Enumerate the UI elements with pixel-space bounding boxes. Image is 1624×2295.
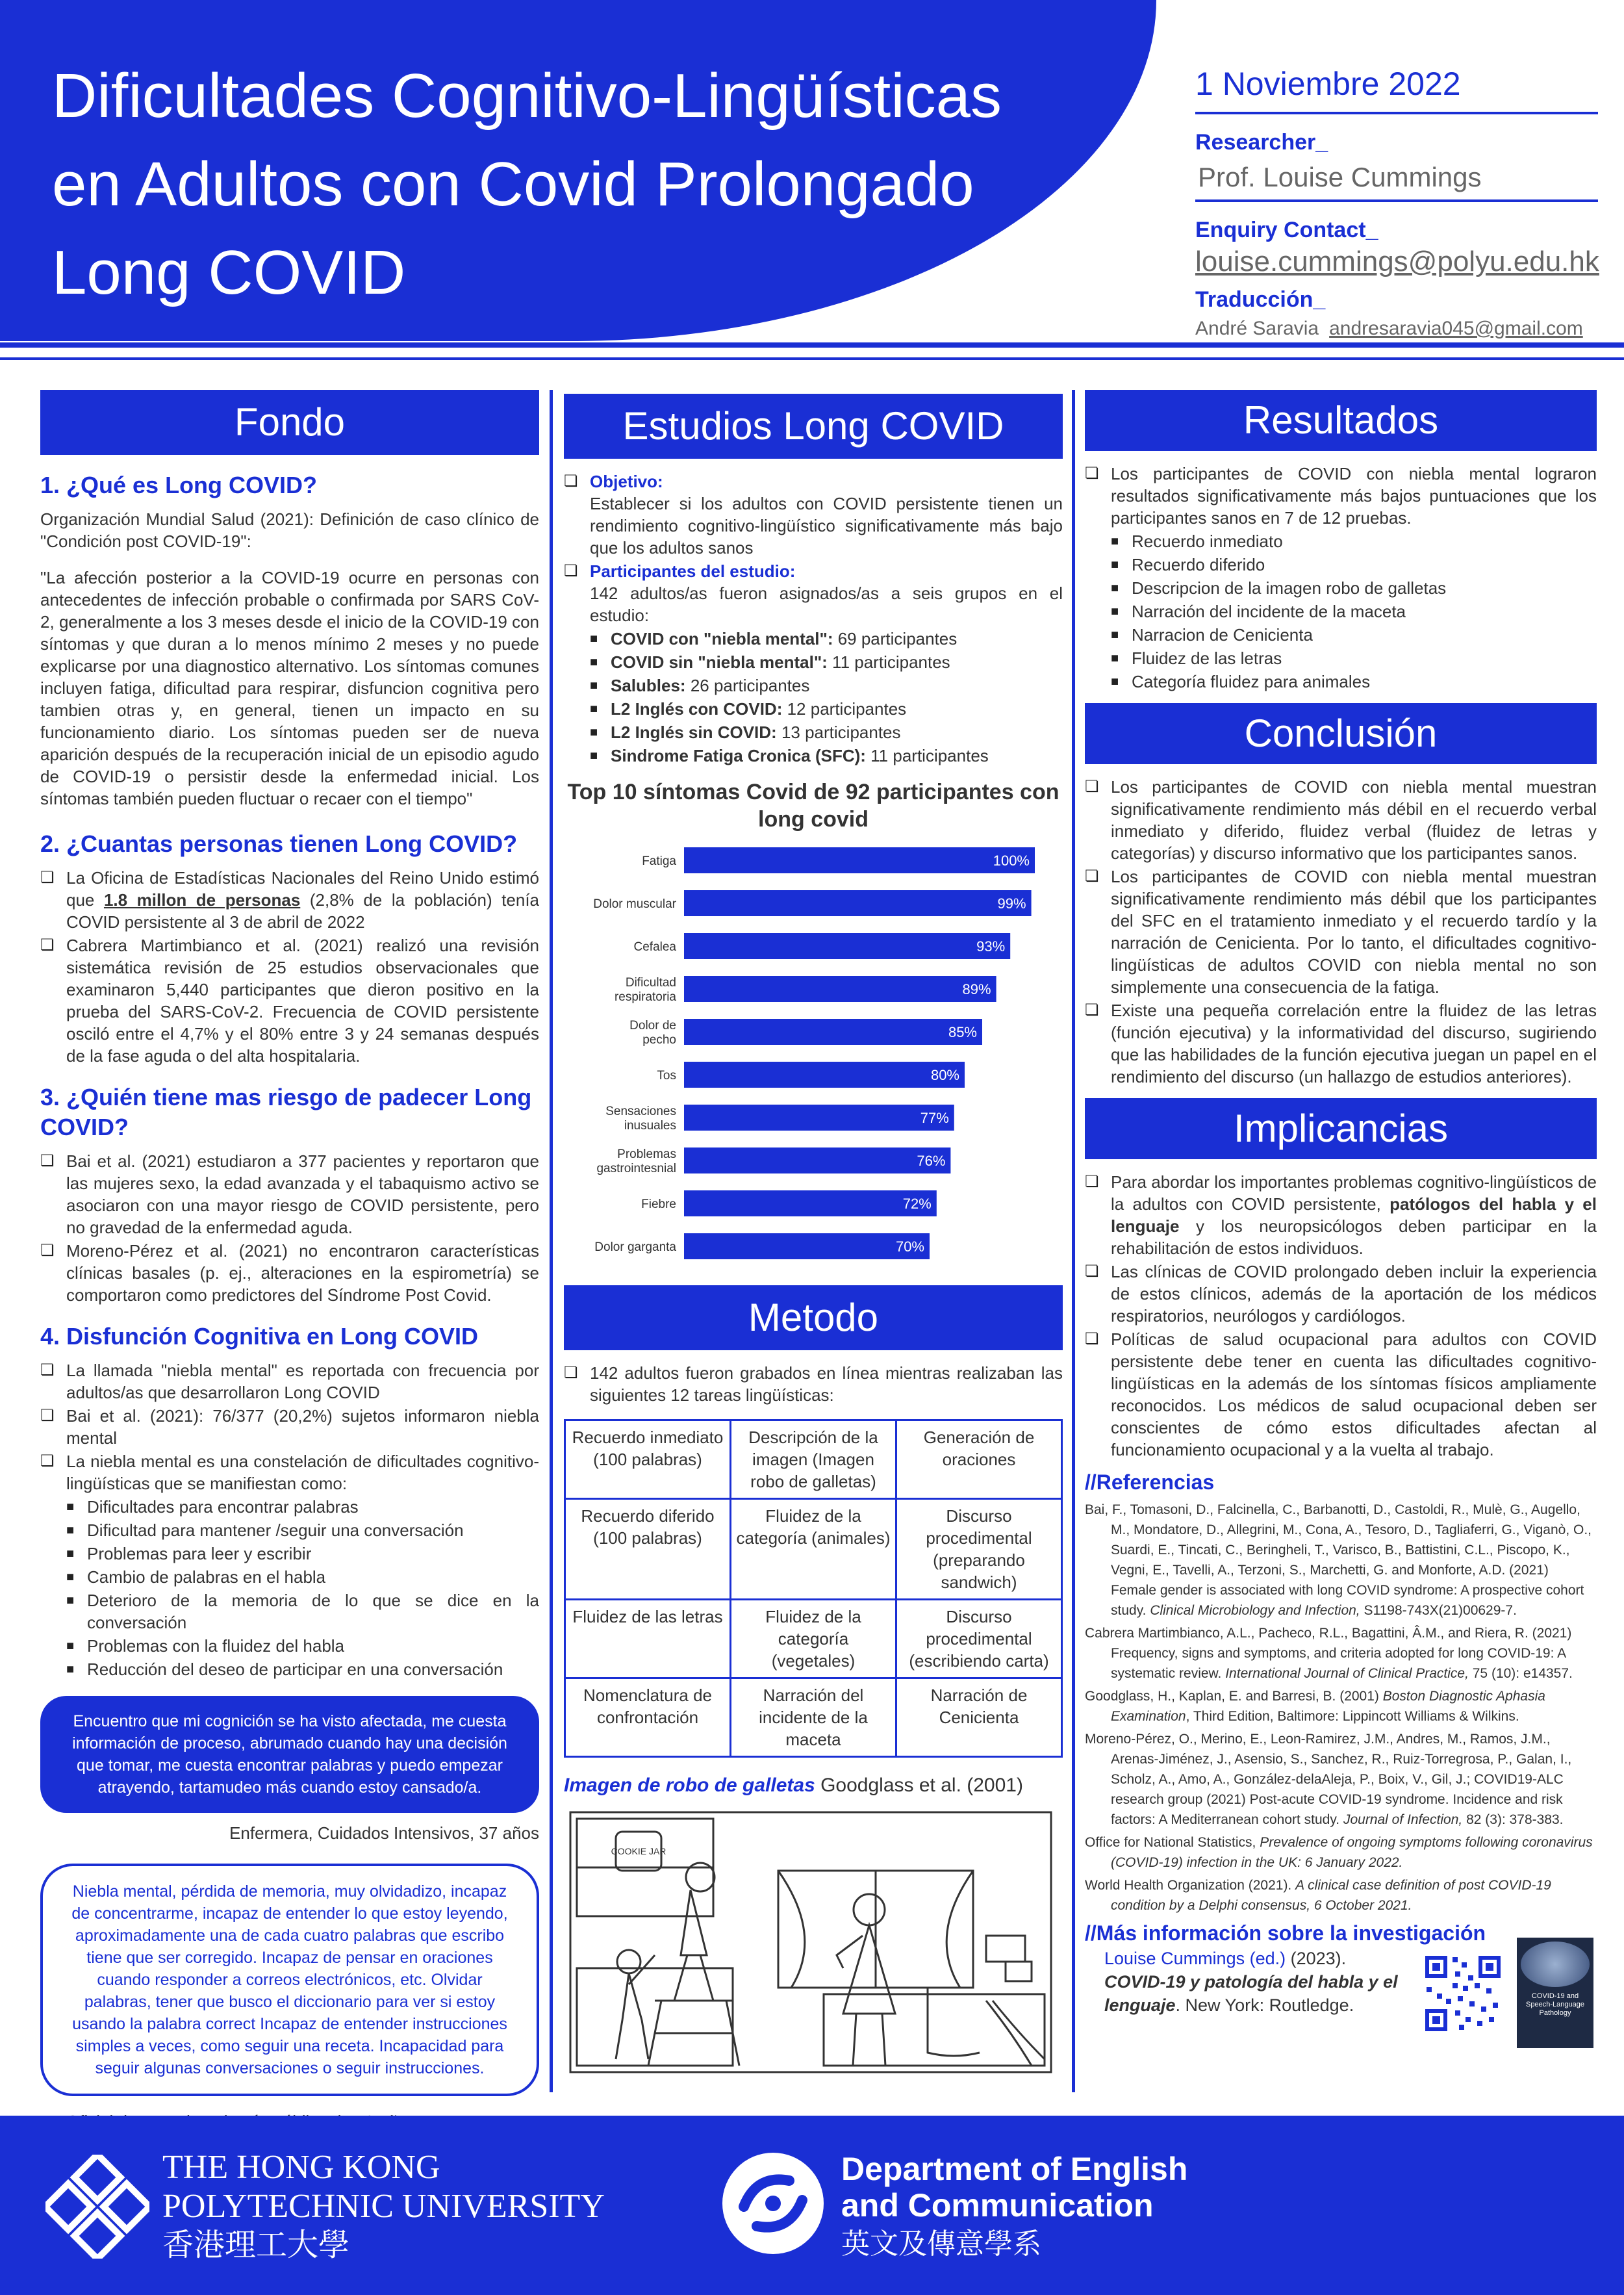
chart-data-label: 80% xyxy=(930,1067,959,1083)
chart-category-label: Tos xyxy=(657,1069,676,1083)
bullet-item: ❏ Bai et al. (2021): 76/377 (20,2%) sujetos informaron niebla mental xyxy=(40,1405,539,1449)
poster-title xyxy=(52,52,1124,317)
reference-item xyxy=(1085,1832,1597,1873)
translation-label: Traducción_ xyxy=(1195,287,1326,312)
chart-bar xyxy=(684,1105,954,1131)
group-count: 13 participantes xyxy=(776,723,901,742)
chart-category-label: Dolor garganta xyxy=(594,1240,676,1254)
sub-bullet-item: ■ Dificultad para mantener /seguir una conversación xyxy=(40,1519,539,1541)
group-item xyxy=(564,628,1063,650)
table-row xyxy=(565,1420,1062,1499)
chart-data-label: 85% xyxy=(948,1024,977,1040)
objective-text: Establecer si los adultos con COVID persistente tienen un rendimiento cognitivo-lingüístico significativamente más bajo que los adultos sanos xyxy=(590,494,1063,558)
sub-bullet-item: ■ Problemas con la fluidez del habla xyxy=(40,1635,539,1657)
column-resultados xyxy=(1085,390,1597,2057)
reference-item xyxy=(1085,1686,1597,1726)
department-name-line: Department of English xyxy=(841,2151,1188,2187)
group-count: 26 participantes xyxy=(685,676,810,695)
reference-text: S1198-743X(21)00629-7. xyxy=(1360,1603,1517,1618)
header-rule xyxy=(0,342,1624,348)
reference-item xyxy=(1085,1875,1597,1916)
chart-category-label: Problemas gastrointesnial xyxy=(596,1148,676,1175)
chart-bar xyxy=(684,1190,937,1216)
book-author: Louise Cummings (ed.) xyxy=(1104,1949,1286,1968)
researcher-name: Prof. Louise Cummings xyxy=(1195,155,1598,202)
reference-source: Prevalence of ongoing symptoms following coronavirus (COVID-19) infection in the UK: 6 January 2022. xyxy=(1111,1835,1593,1870)
cookie-theft-drawing xyxy=(564,1806,1058,2079)
qr-code-icon[interactable] xyxy=(1423,1953,1503,2034)
chart-data-label: 89% xyxy=(962,981,991,997)
reference-source: Boston Diagnostic Aphasia Examination xyxy=(1111,1689,1545,1724)
book-cover-title: COVID-19 and Speech-Language Pathology xyxy=(1526,1992,1584,2017)
book-cover-art xyxy=(1521,1942,1590,1987)
chart-bar xyxy=(684,1233,930,1259)
bullet-item: ❏ La llamada "niebla mental" es reportada con frecuencia por adultos/as que desarrollaron Long COVID xyxy=(40,1359,539,1404)
section-banner-resultados: Resultados xyxy=(1085,390,1597,451)
chart-bar xyxy=(684,847,1035,873)
text: y los neuropsicólogos deben participar en la rehabilitación de estos individuos. xyxy=(1111,1216,1597,1258)
table-cell: Fluidez de las letras xyxy=(565,1600,731,1678)
chart-data-label: 99% xyxy=(997,895,1026,912)
reference-text: 82 (3): 378-383. xyxy=(1462,1812,1564,1827)
chart-category-label: Dolor de pecho xyxy=(629,1019,676,1047)
chart-bar xyxy=(684,1019,982,1045)
column-divider xyxy=(1072,390,1075,2092)
sub-bullet-item: ■ Narración del incidente de la maceta xyxy=(1085,600,1597,622)
bullet-item: ❏ Políticas de salud ocupacional para adultos con COVID persistente debe tener en cuenta las dificultades cognitivo-lingüísticas en la además de los síntomas físicos ampliamente reconocidos. Los médicos de salud ocupacional deben ser conscientes de cómo estos dificultades afectan al funcionamiento ocupacional y a la vuelta al trabajo. xyxy=(1085,1328,1597,1461)
sub-bullet-item: ■ Problemas para leer y escribir xyxy=(40,1543,539,1565)
bullet-item xyxy=(40,867,539,933)
chart-category-label: Fiebre xyxy=(641,1198,676,1211)
text: (2,8% de la población) tenía COVID persistente al 3 de abril de 2022 xyxy=(66,890,539,932)
table-row xyxy=(565,1499,1062,1600)
chart-bar xyxy=(684,890,1032,916)
reference-text: Bai, F., Tomasoni, D., Falcinella, C., Barbanotti, D., Castoldi, R., Mulè, G., Augello, M., Mondatore, D., Allegrini, M., Cona, A., Tesoro, D., Tagliaferri, G., Viganò, O., Suardi, E., Tincati, C., Beringheli, T., Varisco, B., Battistini, C.L., Piscopo, K., Vegni, E., Tavelli, A., Terzoni, S., Marchetti, G. and Monforte, A.D. (2021) Female gender is associated with long COVID syndrome: A prospective cohort study. xyxy=(1085,1502,1592,1618)
chart-data-label: 77% xyxy=(920,1110,949,1126)
references-list xyxy=(1085,1500,1597,1916)
bullet-item xyxy=(1085,1171,1597,1259)
reference-source: A clinical case definition of post COVID-19 condition by a Delphi consensus, 6 October 2021. xyxy=(1111,1878,1551,1913)
university-name-line: POLYTECHNIC UNIVERSITY xyxy=(162,2188,605,2225)
column-divider xyxy=(550,390,553,2092)
university-name xyxy=(162,2148,605,2265)
department-name-line: and Communication xyxy=(841,2187,1154,2224)
group-name: COVID sin "niebla mental": xyxy=(611,652,828,672)
bullet-item: ❏ Cabrera Martimbianco et al. (2021) realizó una revisión sistemática revisión de 25 estudios observacionales que examinaron 5,440 participantes que dieron positivo en la prueba del SARS-CoV-2. Frecuencia de COVID persistente osciló entre el 4,7% y el 80% entre 3 y 24 semanas después de la fase aguda o del alta hospitalaria. xyxy=(40,934,539,1067)
translator xyxy=(1195,318,1598,340)
reference-source: Journal of Infection, xyxy=(1343,1812,1463,1827)
table-row xyxy=(565,1678,1062,1757)
footer xyxy=(0,2116,1624,2295)
chart-title: Top 10 síntomas Covid de 92 participantes con long covid xyxy=(567,780,1059,832)
group-count: 11 participantes xyxy=(827,652,950,672)
reference-item xyxy=(1085,1500,1597,1621)
group-item xyxy=(564,698,1063,720)
group-name: L2 Inglés con COVID: xyxy=(611,699,783,719)
translator-email-link[interactable]: andresaravia045@gmail.com xyxy=(1329,318,1583,339)
table-row xyxy=(565,1600,1062,1678)
table-cell: Nomenclatura de confrontación xyxy=(565,1678,731,1757)
group-name: COVID con "niebla mental": xyxy=(611,629,833,648)
sub-bullet-item: ■ Categoría fluidez para animales xyxy=(1085,671,1597,693)
chart-category-label: Fatiga xyxy=(642,854,676,868)
bullet-item: ❏ Moreno-Pérez et al. (2021) no encontraron características clínicas basales (p. ej., alteraciones en la espirometría) se comportaron como predictores del Síndrome Post Covid. xyxy=(40,1240,539,1306)
symptom-bar-chart xyxy=(564,840,1063,1268)
chart-data-label: 72% xyxy=(902,1196,932,1212)
chart-category-label: Dolor muscular xyxy=(593,897,676,911)
text: Para abordar los importantes problemas cognitivo-lingüísticos de la adultos con COVID persistente, xyxy=(1111,1172,1597,1214)
bullet-item: ❏ Los participantes de COVID con niebla mental lograron resultados significativamente más bajos puntuaciones que los participantes sanos en 7 de 12 pruebas. xyxy=(1085,463,1597,529)
chart-bar xyxy=(684,1148,950,1173)
patient-quote-bubble: Encuentro que mi cognición se ha visto afectada, me cuesta información de proceso, abrumado cuando hay una decisión que tomar, me cuesta encontrar palabras y puedo empezar atrayendo, tartamudeo más cuando estoy cansado/a. xyxy=(40,1696,539,1813)
book-citation xyxy=(1104,1947,1416,2017)
group-item xyxy=(564,721,1063,743)
bullet-item: ❏ Las clínicas de COVID prolongado deben incluir la experiencia de estos clínicos, además de la aportación de los médicos respiratorios, neurólogos y cardiólogos. xyxy=(1085,1261,1597,1327)
reference-text: World Health Organization (2021). xyxy=(1085,1878,1296,1893)
book-publisher: . New York: Routledge. xyxy=(1175,1995,1354,2015)
bullet-item: ❏ La niebla mental es una constelación de dificultades cognitivo-lingüísticas que se manifiestan como: xyxy=(40,1450,539,1494)
book-year: (2023). xyxy=(1286,1949,1347,1968)
reference-item xyxy=(1085,1623,1597,1684)
contact-email-link[interactable]: louise.cummings@polyu.edu.hk xyxy=(1195,246,1599,277)
reference-text: Moreno-Pérez, O., Merino, E., Leon-Ramirez, J.M., Andres, M., Ramos, J.M., Arenas-Jiménez, J., Asensio, S., Sanchez, R., Ruiz-Torregrosa, P., Galan, I., Scholz, A., Amo, A., González-delaAleja, P., Boix, V., Gil, J.; COVID19-ALC research group (2021) Post-acute COVID-19 syndrome. Incidence and risk factors: A Mediterranean cohort study. xyxy=(1085,1732,1572,1827)
reference-text: 75 (10): e14357. xyxy=(1468,1666,1573,1681)
group-count: 11 participantes xyxy=(865,746,989,765)
group-count: 12 participantes xyxy=(782,699,907,719)
bullet-item xyxy=(564,560,1063,626)
chart-category-label: Dificultad respiratoria xyxy=(614,976,676,1004)
caption-title: Imagen de robo de galletas xyxy=(564,1775,815,1796)
table-cell: Recuerdo diferido (100 palabras) xyxy=(565,1499,731,1600)
reference-source: International Journal of Clinical Practice, xyxy=(1225,1666,1469,1681)
bullet-item: ❏ Existe una pequeña correlación entre la fluidez de las letras (función ejecutiva) y la informatividad del discurso, sugiriendo que las habilidades de la función ejecutiva juegan un papel en el rendimiento del discurso (un hallazgo de estudios anteriores). xyxy=(1085,999,1597,1088)
section-banner-metodo: Metodo xyxy=(564,1285,1063,1350)
image-caption xyxy=(564,1775,1063,1797)
quote-attribution: Enfermera, Cuidados Intensivos, 37 años xyxy=(229,1823,539,1843)
group-item xyxy=(564,651,1063,673)
sub-bullet-item: ■ Recuerdo inmediato xyxy=(1085,530,1597,552)
reference-text: Goodglass, H., Kaplan, E. and Barresi, B. (2001) xyxy=(1085,1689,1383,1704)
group-name: Salubles: xyxy=(611,676,686,695)
chart-bar xyxy=(684,976,996,1002)
table-cell: Fluidez de la categoría (vegetales) xyxy=(731,1600,896,1678)
paragraph: Organización Mundial Salud (2021): Definición de caso clínico de "Condición post COVID-19": xyxy=(40,509,539,551)
section-heading: 1. ¿Qué es Long COVID? xyxy=(40,472,318,498)
title-line: Long COVID xyxy=(52,238,406,307)
reference-item xyxy=(1085,1729,1597,1830)
group-item xyxy=(564,745,1063,767)
poster-info xyxy=(1195,65,1598,340)
chart-data-label: 93% xyxy=(976,938,1006,955)
caption-source: Goodglass et al. (2001) xyxy=(815,1775,1023,1796)
header-rule-thin xyxy=(0,357,1624,360)
section-heading: 3. ¿Quién tiene mas riesgo de padecer Long COVID? xyxy=(40,1084,532,1140)
table-cell: Narración del incidente de la maceta xyxy=(731,1678,896,1757)
highlight-text: 1.8 millon de personas xyxy=(103,890,301,910)
chart-category-label: Cefalea xyxy=(633,940,676,954)
more-info-block xyxy=(1085,1947,1597,2057)
reference-text: , Third Edition, Baltimore: Lippincott Williams & Wilkins. xyxy=(1186,1709,1519,1724)
section-heading: 2. ¿Cuantas personas tienen Long COVID? xyxy=(40,830,518,857)
translator-name: André Saravia xyxy=(1195,318,1319,339)
chart-bar xyxy=(684,1062,965,1088)
sub-bullet-item: ■ Reducción del deseo de participar en una conversación xyxy=(40,1658,539,1680)
references-heading: //Referencias xyxy=(1085,1470,1215,1494)
participants-text: 142 adultos/as fueron asignados/as a seis grupos en el estudio: xyxy=(590,583,1063,625)
contact-label: Enquiry Contact_ xyxy=(1195,218,1378,242)
tasks-table xyxy=(564,1419,1063,1758)
section-heading: 4. Disfunción Cognitiva en Long COVID xyxy=(40,1323,479,1350)
reference-text: Cabrera Martimbianco, A.L., Pacheco, R.L., Bagattini, Â.M., and Riera, R. (2021) Frequency, signs and symptoms, and criteria adopted for long COVID-19: A systematic review. xyxy=(1085,1626,1572,1681)
bullet-item: ❏ Bai et al. (2021) estudiaron a 377 pacientes y reportaron que las mujeres sexo, la edad avanzada y el tabaquismo activo se asociaron con una mayor riesgo de COVID persistente, pero no gravedad de la enfermedad aguda. xyxy=(40,1150,539,1238)
chart-data-label: 76% xyxy=(917,1153,946,1169)
title-line: en Adultos con Covid Prolongado xyxy=(52,149,974,219)
chart-data-label: 70% xyxy=(895,1238,924,1255)
column-fondo xyxy=(40,390,539,2133)
group-count: 69 participantes xyxy=(833,629,958,648)
text: La Oficina de Estadísticas Nacionales del Reino Unido estimó que xyxy=(66,868,539,910)
group-name: L2 Inglés sin COVID: xyxy=(611,723,777,742)
poster-date: 1 Noviembre 2022 xyxy=(1195,65,1598,114)
group-name: Sindrome Fatiga Cronica (SFC): xyxy=(611,746,866,765)
chart-bar xyxy=(684,933,1010,959)
participants-label: ❏ Participantes del estudio: xyxy=(590,561,796,581)
book-title: COVID-19 y patología del habla y el lenguaje xyxy=(1104,1972,1398,2015)
sub-bullet-item: ■ Deterioro de la memoria de lo que se dice en la conversación xyxy=(40,1589,539,1634)
researcher-label: Researcher_ xyxy=(1195,130,1328,155)
department-name-cn: 英文及傳意學系 xyxy=(841,2228,1041,2260)
who-definition-quote: "La afección posterior a la COVID-19 ocurre en personas con antecedentes de infección probable o confirmada por SARS CoV-2, generalmente a los 3 meses desde el inicio de la COVID-19 con síntomas y que duran a lo menos mínimo 2 meses y no puede explicarse por una diagnostico alternativo. Los síntomas comunes incluyen fatiga, dificultad para respirar, disfuncion cognitiva pero tambien otras y, en general, tienen un impacto en su funcionamiento diario. Los síntomas pueden ser de nueva aparición después de la recuperación inicial de un episodio agudo de COVID-19 o persistir desde la enfermedad inicial. Los síntomas también pueden fluctuar o recaer con el tiempo" xyxy=(40,568,539,808)
table-cell: Recuerdo inmediato (100 palabras) xyxy=(565,1420,731,1499)
section-banner-conclusion: Conclusión xyxy=(1085,703,1597,764)
university-name-line: THE HONG KONG xyxy=(162,2149,440,2186)
title-line: Dificultades Cognitivo-Lingüísticas xyxy=(52,61,1002,131)
book-cover xyxy=(1517,1938,1593,2048)
sub-bullet-item: ■ Dificultades para encontrar palabras xyxy=(40,1496,539,1518)
sub-bullet-item: ■ Cambio de palabras en el habla xyxy=(40,1566,539,1588)
table-cell: Fluidez de la categoría (animales) xyxy=(731,1499,896,1600)
reference-source: Clinical Microbiology and Infection, xyxy=(1150,1603,1360,1618)
table-cell: Narración de Cenicienta xyxy=(896,1678,1062,1757)
bullet-item: ❏ Los participantes de COVID con niebla mental muestran significativamente rendimiento más débil que los participantes del SFC en el tratamiento inmediato y el recuerdo tardío y la narración de Cenicienta. Por lo tanto, el dificultades cognitivo-lingüísticas de adultos COVID con niebla mental no son simplemente una consecuencia de la fatiga. xyxy=(1085,865,1597,998)
section-banner-fondo: Fondo xyxy=(40,390,539,455)
bullet-item xyxy=(564,470,1063,559)
cookie-jar-label: COOKIE JAR xyxy=(611,1846,666,1856)
objective-label: ❏ Objetivo: xyxy=(590,472,663,491)
section-banner-implicancias: Implicancias xyxy=(1085,1098,1597,1159)
sub-bullet-item: ■ Narracion de Cenicienta xyxy=(1085,624,1597,646)
patient-quote-bubble: Niebla mental, pérdida de memoria, muy olvidadizo, incapaz de concentrarme, incapaz de entender lo que estoy leyendo, aproximadamente una de cada cuatro palabras que escribo tiene que ser corregido. Incapaz de pensar en oraciones cuando responder a correos electrónicos, etc. Olvidar palabras, tener que busco el diccionario para ver si estoy usando la palabra correct Incapaz de entender instrucciones simples a veces, como seguir una receta. Incapacidad para seguir algunas conversaciones o seguir instrucciones. xyxy=(40,1864,539,2096)
reference-text: Office for National Statistics, xyxy=(1085,1835,1260,1850)
university-name-cn: 香港理工大學 xyxy=(162,2228,350,2263)
more-info-heading: //Más información sobre la investigación xyxy=(1085,1921,1486,1945)
column-estudios xyxy=(564,390,1063,2084)
chart-data-label: 100% xyxy=(993,853,1030,869)
group-item xyxy=(564,674,1063,697)
table-cell: Descripción de la imagen (Imagen robo de galletas) xyxy=(731,1420,896,1499)
sub-bullet-item: ■ Fluidez de las letras xyxy=(1085,647,1597,669)
bullet-item: ❏ 142 adultos fueron grabados en línea mientras realizaban las siguientes 12 tareas lingüísticas: xyxy=(564,1362,1063,1406)
sub-bullet-item: ■ Recuerdo diferido xyxy=(1085,554,1597,576)
sub-bullet-item: ■ Descripcion de la imagen robo de galletas xyxy=(1085,577,1597,599)
department-name xyxy=(841,2151,1187,2263)
table-cell: Discurso procedimental (preparando sandwich) xyxy=(896,1499,1062,1600)
section-banner-estudios: Estudios Long COVID xyxy=(564,394,1063,459)
bullet-item: ❏ Los participantes de COVID con niebla mental muestran significativamente rendimiento más débil en el recuerdo verbal inmediato y diferido, fluidez verbal (fluidez de letras y categorías) y discurso informativo que los participantes sanos. xyxy=(1085,776,1597,864)
table-cell: Generación de oraciones xyxy=(896,1420,1062,1499)
chart-category-label: Sensaciones inusuales xyxy=(605,1105,676,1133)
polyu-logo-icon xyxy=(45,2155,149,2259)
table-cell: Discurso procedimental (escribiendo carta) xyxy=(896,1600,1062,1678)
highlight-text: patólogos del habla y el lenguaje xyxy=(1111,1194,1597,1236)
department-logo-icon xyxy=(718,2148,828,2259)
